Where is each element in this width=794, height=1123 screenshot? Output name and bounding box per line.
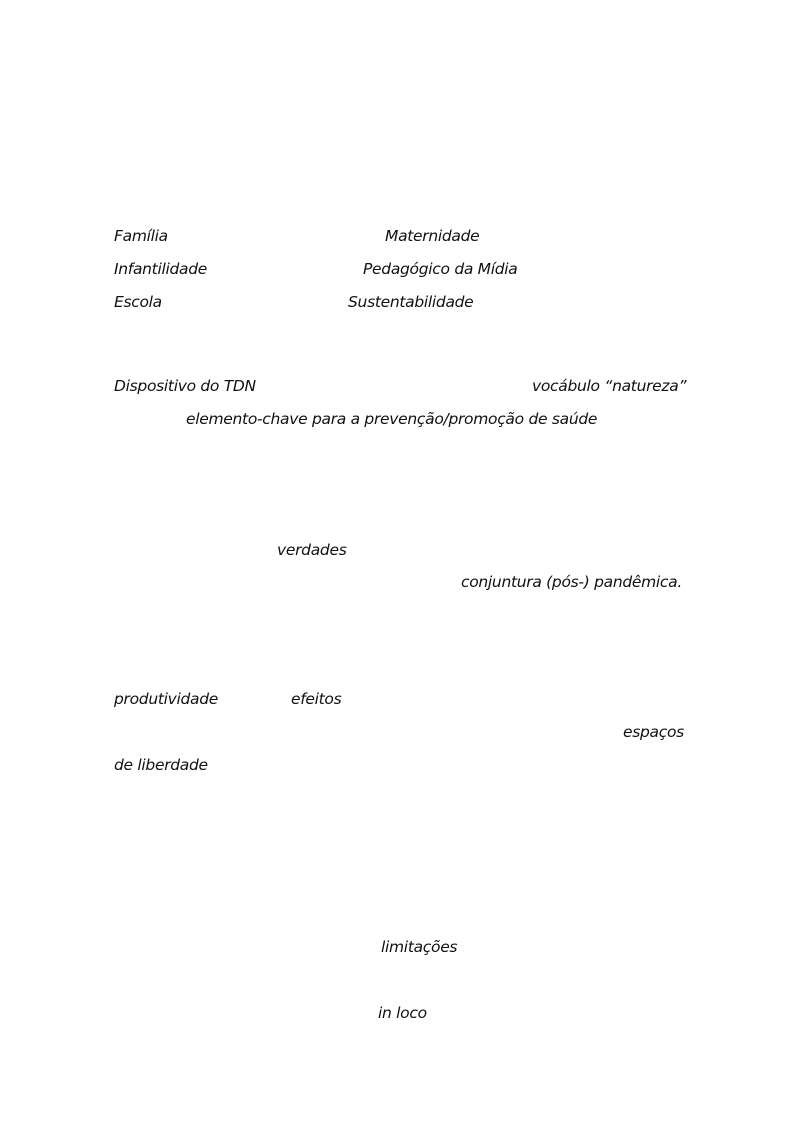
keyword-familia: Família [114,227,168,245]
term-dispositivo-tdn: Dispositivo do TDN [114,377,256,395]
term-elemento-chave: elemento-chave para a prevenção/promoção de saúde [186,410,598,428]
term-in-loco: in loco [378,1004,427,1022]
term-conjuntura-pandemica: conjuntura (pós-) pandêmica. [461,573,682,591]
term-vocabulo-natureza: vocábulo “natureza” [532,377,687,395]
keyword-sustentabilidade: Sustentabilidade [348,293,474,311]
term-efeitos: efeitos [291,690,342,708]
term-verdades: verdades [277,541,347,559]
term-produtividade: produtividade [114,690,219,708]
keyword-maternidade: Maternidade [385,227,480,245]
keyword-pedagogico-da-midia: Pedagógico da Mídia [363,260,518,278]
term-espacos: espaços [623,723,684,741]
term-de-liberdade: de liberdade [114,756,208,774]
keyword-escola: Escola [114,293,162,311]
keyword-infantilidade: Infantilidade [114,260,207,278]
term-limitacoes: limitações [381,938,458,956]
